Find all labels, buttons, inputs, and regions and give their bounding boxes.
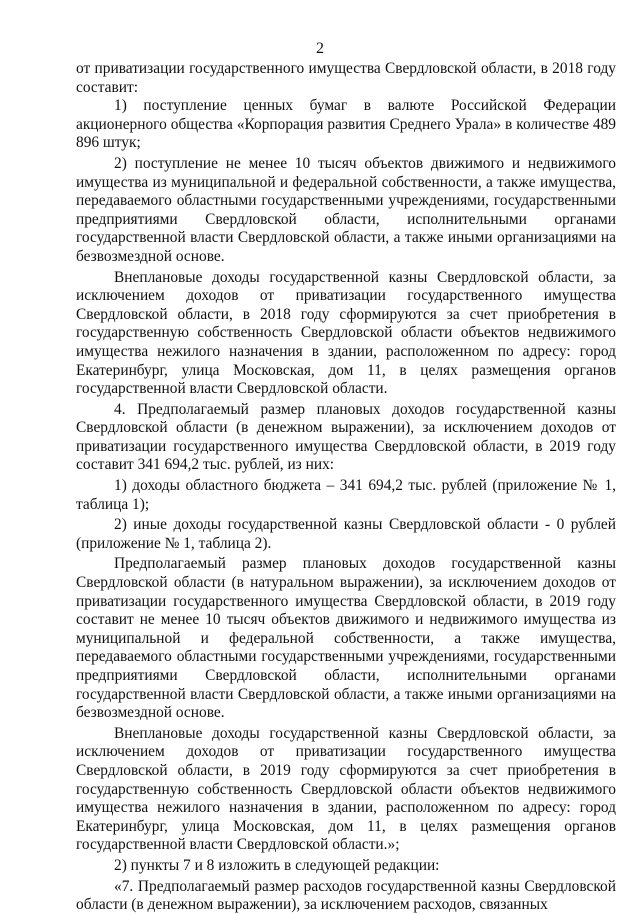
page-number: 2 [316,40,324,57]
document-body [76,60,616,915]
paragraph-amendment-points: 2) пункты 7 и 8 изложить в следующей редакции: [114,856,440,874]
paragraph-unplanned-income-2018: Внеплановые доходы государственной казны Свердловской области, за исключением доходов от приватизации государственного имущества Свердловской области, в 2018 году сформируются за счет приобретения в государственную собственность Свердловской области объектов недвижимого имущества нежилого назначения в здании, расположенном по адресу: город Екатеринбург, улица Московская, дом 11, в целях размещения органов государственной власти Свердловской области. [76,268,616,398]
paragraph-natural-income-2019: Предполагаемый размер плановых доходов государственной казны Свердловской области (в натуральном выражении), за исключением доходов от приватизации государственного имущества Свердловской области, в 2019 году составит не менее 10 тысяч объектов движимого и недвижимого имущества из муниципальной и федеральной собственности, а также имущества, передаваемого областными государственными учреждениями, государственными предприятиями Свердловской области, исполнительными органами государственной власти Свердловской области, а также иными организациями на безвозмездной основе. [76,555,616,722]
paragraph-item-1-securities: 1) поступление ценных бумаг в валюте Российской Федерации акционерного общества «Корпорация развития Среднего Урала» в количестве 489 896 штук; [76,97,616,152]
paragraph-continuation: от приватизации государственного имущества Свердловской области, в 2018 году составит: [76,60,616,96]
paragraph-item-4-planned-income: 4. Предполагаемый размер плановых доходов государственной казны Свердловской области (в денежном выражении), за исключением доходов от приватизации государственного имущества Свердловской области, в 2019 году составит 341 694,2 тыс. рублей, из них: [76,400,616,474]
paragraph-item-7-expenses: «7. Предполагаемый размер расходов государственной казны Свердловской области (в денежном выражении), за исключением расходов, связанных [76,877,616,914]
paragraph-budget-income: 1) доходы областного бюджета – 341 694,2 тыс. рублей (приложение № 1, таблица 1); [76,477,616,513]
paragraph-unplanned-income-2019: Внеплановые доходы государственной казны Свердловской области, за исключением доходов от приватизации государственного имущества Свердловской области, в 2019 году сформируются за счет приобретения в государственную собственность Свердловской области объектов недвижимого имущества нежилого назначения в здании, расположенном по адресу: город Екатеринбург, улица Московская, дом 11, в целях размещения органов государственной власти Свердловской области.»; [76,724,616,854]
paragraph-other-income: 2) иные доходы государственной казны Свердловской области - 0 рублей (приложение № 1, таблица 2). [76,516,616,552]
paragraph-item-2-property: 2) поступление не менее 10 тысяч объектов движимого и недвижимого имущества из муниципальной и федеральной собственности, а также имущества, передаваемого областными государственными учреждениями, государственными предприятиями Свердловской области, исполнительными органами государственной власти Свердловской области, а также иными организациями на безвозмездной основе. [76,154,616,265]
